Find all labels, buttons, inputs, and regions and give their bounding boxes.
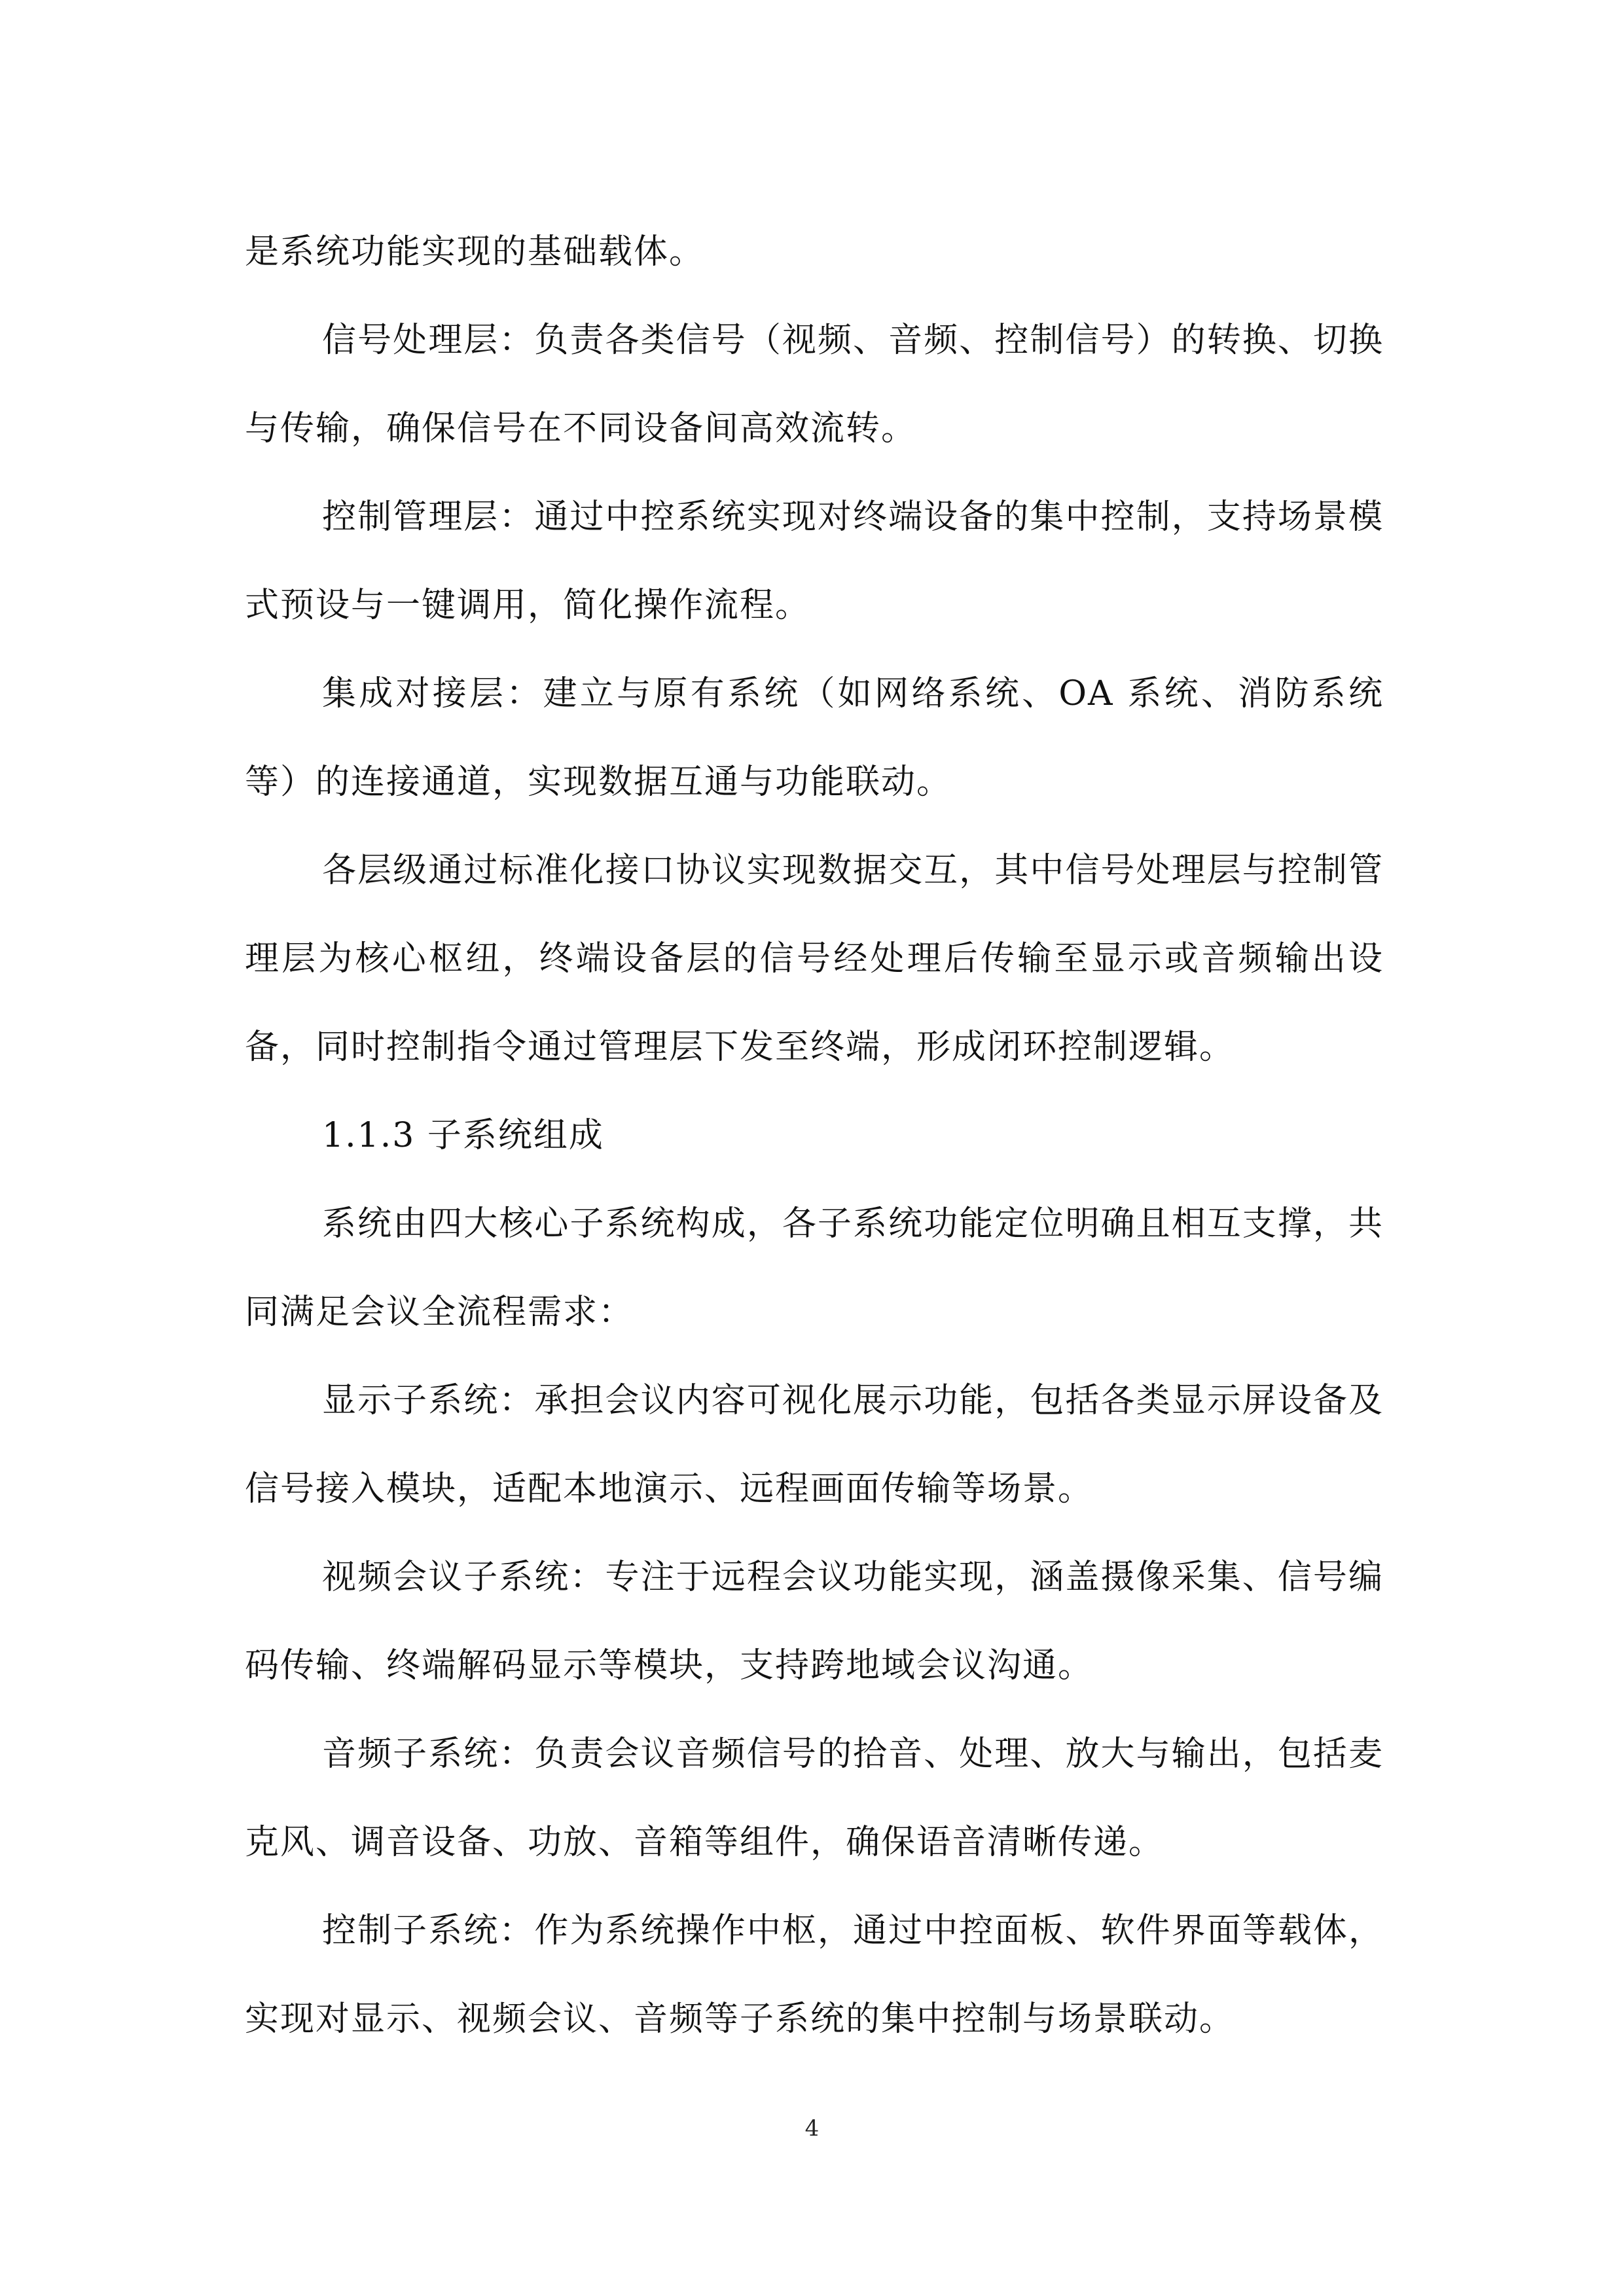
page-number: 4 <box>804 2115 820 2142</box>
paragraph-audio-subsystem: 音频子系统：负责会议音频信号的拾音、处理、放大与输出，包括麦克风、调音设备、功放、音箱等组件，确保语音清晰传递。 <box>245 1734 1384 1862</box>
section-heading-subsystems: 1.1.3 子系统组成 <box>322 1116 604 1155</box>
paragraph-video-conference-subsystem: 视频会议子系统：专注于远程会议功能实现，涵盖摄像采集、信号编码传输、终端解码显示等模块，支持跨地域会议沟通。 <box>245 1558 1384 1685</box>
paragraph-continuation: 是系统功能实现的基础载体。 <box>245 232 705 272</box>
page-body <box>245 208 1384 2064</box>
paragraph-layer-interaction: 各层级通过标准化接口协议实现数据交互，其中信号处理层与控制管理层为核心枢纽，终端设备层的信号经处理后传输至显示或音频输出设备，同时控制指令通过管理层下发至终端，形成闭环控制逻辑。 <box>245 851 1384 1067</box>
paragraph-control-management-layer: 控制管理层：通过中控系统实现对终端设备的集中控制，支持场景模式预设与一键调用，简化操作流程。 <box>245 497 1384 625</box>
paragraph-control-subsystem: 控制子系统：作为系统操作中枢，通过中控面板、软件界面等载体，实现对显示、视频会议、音频等子系统的集中控制与场景联动。 <box>245 1911 1384 2039</box>
paragraph-signal-processing-layer: 信号处理层：负责各类信号（视频、音频、控制信号）的转换、切换与传输，确保信号在不同设备间高效流转。 <box>245 321 1384 448</box>
paragraph-integration-layer: 集成对接层：建立与原有系统（如网络系统、OA 系统、消防系统等）的连接通道，实现数据互通与功能联动。 <box>245 674 1384 802</box>
paragraph-display-subsystem: 显示子系统：承担会议内容可视化展示功能，包括各类显示屏设备及信号接入模块，适配本地演示、远程画面传输等场景。 <box>245 1381 1384 1509</box>
paragraph-subsystems-intro: 系统由四大核心子系统构成，各子系统功能定位明确且相互支撑，共同满足会议全流程需求： <box>245 1204 1384 1332</box>
